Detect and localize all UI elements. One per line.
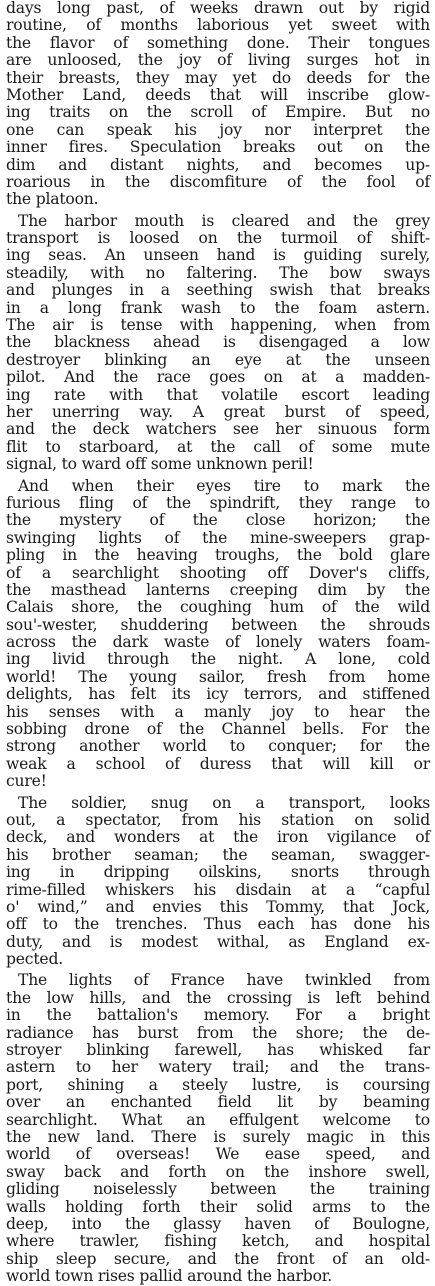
text-line: inner fires. Speculation breaks out on the [6, 138, 430, 157]
text-line: pling in the heaving troughs, the bold glare [6, 546, 430, 565]
text-line: The lights of France have twinkled from [18, 971, 430, 990]
text-line: rime-filled whiskers his disdain at a “capful [6, 880, 430, 899]
text-line: signal, to ward off some unknown peril! [6, 455, 314, 474]
text-line: and plunges in a seething swish that breaks [6, 281, 430, 300]
text-line: world town rises pallid around the harbor. [6, 1267, 333, 1286]
paragraph-5 [6, 972, 430, 1285]
text-line: the flavor of something done. Their tongues [6, 33, 430, 52]
text-line: deck, and wonders at the iron vigilance of [6, 828, 430, 847]
text-line: their breasts, they may yet do deeds for the [6, 68, 430, 87]
text-line: The soldier, snug on a transport, looks [18, 793, 430, 812]
text-line: flit to starboard, at the call of some mute [6, 437, 430, 456]
text-line: delights, has felt its icy terrors, and stiffened [6, 685, 430, 704]
text-line: port, shining a steely lustre, is coursing [6, 1075, 430, 1094]
text-line: walls holding forth their solid arms to the [6, 1197, 430, 1216]
article-column [6, 0, 430, 1286]
paragraph-3 [6, 478, 430, 791]
text-line: sway back and forth on the inshore swell, [6, 1162, 430, 1181]
text-line: The harbor mouth is cleared and the grey [18, 211, 430, 230]
text-line: her unerring way. A great burst of speed, [6, 402, 430, 421]
text-line: the masthead lanterns creeping dim by the [6, 580, 430, 599]
text-line: over an enchanted field lit by beaming [6, 1093, 430, 1112]
text-line: one can speak his joy nor interpret the [6, 120, 430, 139]
text-line: the low hills, and the crossing is left behind [6, 988, 430, 1007]
text-line: world of overseas! We ease speed, and [6, 1145, 430, 1164]
text-line: are unloosed, the joy of living surges hot in [6, 51, 430, 70]
text-line: the new land. There is surely magic in this [6, 1128, 430, 1146]
text-line: pilot. And the race goes on at a madden- [6, 368, 430, 387]
text-line: gliding noiselessly between the training [6, 1180, 430, 1199]
paragraph-4 [6, 795, 430, 969]
text-line: the platoon. [6, 190, 99, 209]
text-line: in a long frank wash to the foam astern. [6, 298, 430, 317]
text-line: of a searchlight shooting off Dover's cliffs, [6, 563, 430, 582]
text-line: off to the trenches. Thus each has done his [6, 915, 430, 934]
text-line: the mystery of the close horizon; the [6, 511, 430, 530]
text-line: ing seas. An unseen hand is guiding surely, [6, 246, 430, 265]
text-line: routine, of months laborious yet sweet with [6, 16, 430, 35]
text-line: searchlight. What an effulgent welcome to [6, 1110, 430, 1129]
text-line: roarious in the discomfiture of the fool of [6, 172, 430, 191]
text-line: transport is loosed on the turmoil of shift- [6, 229, 430, 248]
text-line: days long past, of weeks drawn out by rigid [6, 0, 430, 17]
text-line: ing livid through the night. A lone, cold [6, 650, 430, 669]
text-line: o' wind,” and envies this Tommy, that Jock, [6, 897, 430, 916]
text-line: steadily, with no faltering. The bow sways [6, 263, 430, 282]
text-line: destroyer blinking an eye at the unseen [6, 350, 430, 369]
text-line: The air is tense with happening, when from [6, 316, 430, 335]
text-line: the blackness ahead is disengaged a low [6, 333, 430, 352]
text-line: in the battalion's memory. For a bright [6, 1006, 430, 1025]
text-line: his brother seaman; the seaman, swagger- [6, 845, 430, 864]
text-line: duty, and is modest withal, as England ex- [6, 932, 430, 951]
text-line: where trawler, fishing ketch, and hospital [6, 1232, 430, 1251]
text-line: weak a school of duress that will kill or [6, 754, 430, 773]
text-line: ing traits on the scroll of Empire. But no [6, 103, 430, 122]
text-line: sobbing drone of the Channel bells. For the [6, 720, 430, 739]
text-line: strong another world to conquer; for the [6, 737, 430, 756]
text-line: across the dark waste of lonely waters foam- [6, 633, 430, 652]
text-line: ing in dripping oilskins, snorts through [6, 863, 430, 882]
text-line: pected. [6, 950, 63, 969]
text-line: furious fling of the spindrift, they range to [6, 493, 430, 512]
text-line: his senses with a manly joy to hear the [6, 702, 430, 721]
text-line: Mother Land, deeds that will inscribe glow- [6, 85, 430, 104]
text-line: ship sleep secure, and the front of an old- [6, 1249, 430, 1268]
text-line: sou'-wester, shuddering between the shrouds [6, 615, 430, 634]
text-line: cure! [6, 772, 47, 791]
paragraph-2 [6, 213, 430, 474]
text-line: And when their eyes tire to mark the [18, 476, 430, 495]
text-line: astern to her watery trail; and the trans- [6, 1058, 430, 1077]
text-line: and the deck watchers see her sinuous form [6, 420, 430, 439]
text-line: Calais shore, the coughing hum of the wild [6, 598, 430, 617]
text-line: swinging lights of the mine-sweepers grap- [6, 528, 430, 547]
text-line: stroyer blinking farewell, has whisked far [6, 1041, 430, 1060]
text-line: dim and distant nights, and becomes up- [6, 155, 430, 174]
text-line: world! The young sailor, fresh from home [6, 667, 430, 686]
paragraph-1 [6, 0, 430, 209]
text-line: deep, into the glassy haven of Boulogne, [6, 1214, 430, 1233]
text-line: out, a spectator, from his station on solid [6, 810, 430, 829]
text-line: radiance has burst from the shore; the de- [6, 1023, 430, 1042]
text-line: ing rate with that volatile escort leading [6, 385, 430, 404]
